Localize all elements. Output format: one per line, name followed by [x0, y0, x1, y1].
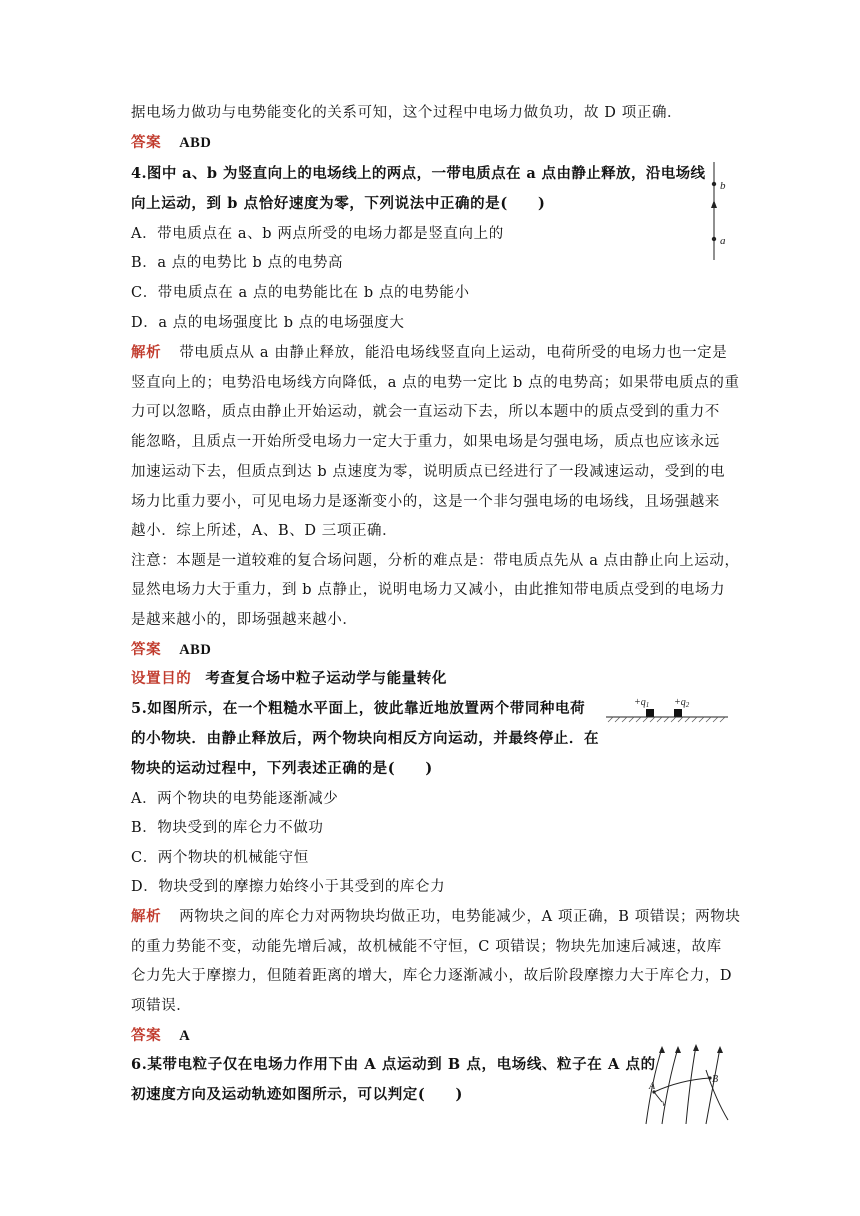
analysis-label: 解析 — [131, 908, 162, 925]
answer-label: 答案 — [131, 1027, 162, 1044]
arrow-up-icon — [711, 200, 717, 208]
text-line: 仑力先大于摩擦力，但随着距离的增大，库仑力逐渐减小，故后阶段摩擦力大于库仑力，D — [131, 968, 733, 984]
point-a-label: a — [720, 235, 726, 247]
option-c: C．带电质点在 a 点的电势能比在 b 点的电势能小 — [131, 285, 470, 301]
field-lines — [646, 1046, 728, 1124]
answer-value: A — [179, 1028, 191, 1044]
analysis-line: 解析 两物块之间的库仑力对两物块均做正功，电势能减少，A 项正确，B 项错误；两物块 — [131, 908, 741, 925]
charge-q1-label: $+q_1$ — [634, 697, 650, 709]
question-5-stem: 5.如图所示，在一个粗糙水平面上，彼此靠近地放置两个带同种电荷 — [131, 700, 586, 717]
purpose-line — [131, 670, 447, 688]
arrow-up-icon — [675, 1046, 681, 1053]
text-line: 加速运动下去，但质点到达 b 点速度为零，说明质点已经进行了一段减速运动，受到的电 — [131, 464, 726, 480]
field-lines-trajectory-figure — [640, 1040, 736, 1126]
text-line: 是越来越小的，即场强越来越小． — [131, 612, 358, 628]
text-line: 竖直向上的；电势沿电场线方向降低，a 点的电势一定比 b 点的电势高；如果带电质点的重 — [131, 375, 740, 391]
velocity-label: v — [662, 1098, 666, 1108]
charge-q2-label: $+q_2$ — [674, 697, 690, 709]
arrow-up-icon — [693, 1044, 699, 1051]
purpose-text: 考查复合场中粒子运动学与能量转化 — [205, 670, 448, 687]
arrow-up-icon — [659, 1046, 665, 1053]
text-line: 能忽略，且质点一开始所受电场力一定大于重力，如果电场是匀强电场，质点也应该永远 — [131, 434, 720, 450]
field-line-figure — [705, 160, 745, 262]
answer-value: ABD — [179, 642, 212, 658]
arrow-up-icon — [717, 1046, 723, 1053]
note-line: 注意：本题是一道较难的复合场问题，分析的难点是：带电质点先从 a 点由静止向上运动， — [131, 553, 740, 569]
text-line: 越小．综上所述，A、B、D 三项正确． — [131, 523, 398, 539]
ground-hatching — [608, 717, 725, 722]
option-b: B．物块受到的库仑力不做功 — [131, 820, 324, 836]
question-6-stem-cont: 初速度方向及运动轨迹如图所示，可以判定( ) — [131, 1086, 464, 1103]
answer-line — [131, 641, 211, 659]
text-line: 场力比重力要小，可见电场力是逐渐变小的，这是一个非匀强电场的电场线，且场强越来 — [131, 494, 720, 510]
purpose-label: 设置目的 — [131, 670, 192, 687]
trajectory-curve — [654, 1078, 710, 1092]
question-6-stem: 6.某带电粒子仅在电场力作用下由 A 点运动到 B 点，电场线、粒子在 A 点的 — [131, 1056, 656, 1073]
text-line: 显然电场力大于重力，到 b 点静止，说明电场力又减小，由此推知带电质点受到的电场力 — [131, 582, 726, 598]
question-4-stem-cont: 向上运动，到 b 点恰好速度为零，下列说法中正确的是( ) — [131, 195, 546, 212]
blocks-on-surface-figure — [604, 694, 730, 728]
option-d: D．a 点的电场强度比 b 点的电场强度大 — [131, 315, 405, 331]
block-2 — [674, 709, 682, 717]
answer-line — [131, 1027, 190, 1045]
point-b-label: b — [720, 180, 726, 192]
block-1 — [646, 709, 654, 717]
answer-value: ABD — [179, 135, 212, 151]
text-line: 据电场力做功与电势能变化的关系可知，这个过程中电场力做负功，故 D 项正确． — [131, 105, 683, 121]
text-line: 项错误． — [131, 998, 192, 1014]
option-c: C．两个物块的机械能守恒 — [131, 850, 309, 866]
question-5-stem-cont: 物块的运动过程中，下列表述正确的是( ) — [131, 760, 433, 777]
option-a: A．两个物块的电势能逐渐减少 — [131, 791, 339, 807]
point-A-label: A — [649, 1081, 656, 1092]
option-d: D．物块受到的摩擦力始终小于其受到的库仑力 — [131, 879, 446, 895]
question-5-stem-cont: 的小物块．由静止释放后，两个物块向相反方向运动，并最终停止．在 — [131, 730, 600, 747]
velocity-vector — [654, 1092, 662, 1102]
arrow-heads — [659, 1044, 723, 1053]
answer-label: 答案 — [131, 641, 162, 658]
analysis-line: 解析 带电质点从 a 由静止释放，能沿电场线竖直向上运动，电荷所受的电场力也一定是 — [131, 344, 728, 361]
answer-line — [131, 134, 211, 152]
point-B-label: B — [712, 1074, 719, 1085]
text-line: 的重力势能不变，动能先增后减，故机械能不守恒，C 项错误；物块先加速后减速，故库 — [131, 939, 722, 955]
point-b — [712, 182, 716, 186]
question-4-stem: 4.图中 a、b 为竖直向上的电场线上的两点，一带电质点在 a 点由静止释放，沿电场线 — [131, 165, 706, 182]
option-b: B．a 点的电势比 b 点的电势高 — [131, 255, 344, 271]
point-a — [712, 237, 716, 241]
answer-label: 答案 — [131, 134, 162, 151]
text-line: 力可以忽略，质点由静止开始运动，就会一直运动下去，所以本题中的质点受到的重力不 — [131, 404, 720, 420]
analysis-label: 解析 — [131, 344, 162, 361]
option-a: A．带电质点在 a、b 两点所受的电场力都是竖直向上的 — [131, 226, 504, 242]
